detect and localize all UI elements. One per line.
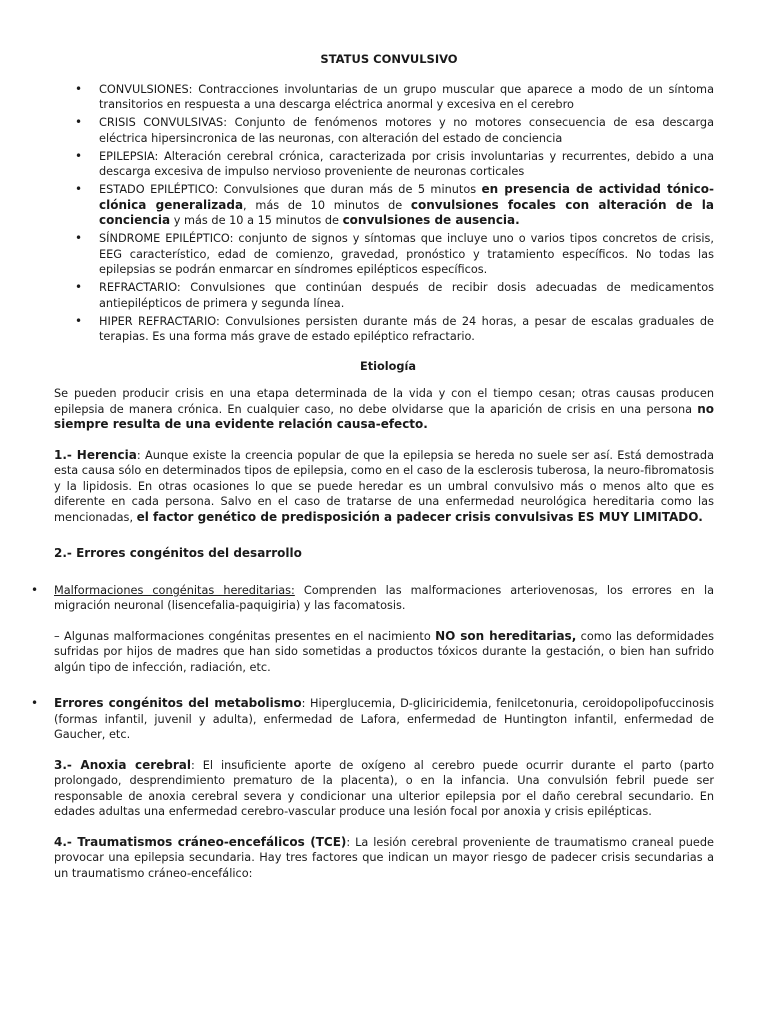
definition-sindrome-epileptico: • SÍNDROME EPILÉPTICO: conjunto de signos y síntomas que incluye uno o varios tipos concretos de crisis, EEG característico, edad de comienzo, gravedad, pronóstico y tratamiento específicos. No todas las epilepsias se podrán enmarcar en síndromes epilépticos específicos. [99,231,714,278]
definition-crisis-convulsivas: • CRISIS CONVULSIVAS: Conjunto de fenómenos motores y no motores consecuencia de esa descarga eléctrica hipersincronica de las neuronas, con alteración del estado de conciencia [99,115,714,146]
herencia-paragraph: 1.- Herencia: Aunque existe la creencia popular de que la epilepsia se hereda no suele ser así. Está demostrada esta causa sólo en determinados tipos de epilepsia, como en el caso de la esclerosis tuberosa, la neuro-fibromatosis y la lipidosis. En otras ocasiones lo que se puede heredar es un umbral convulsivo más o menos alto que es diferente en cada persona. Salvo en el caso de tratarse de una enfermedad neurológica hereditaria como las mencionadas, el factor genético de predisposición a padecer crisis convulsivas ES MUY LIMITADO. [54,447,714,524]
anoxia-paragraph: 3.- Anoxia cerebral: El insuficiente aporte de oxígeno al cerebro puede ocurrir durante el parto (parto prolongado, desprendimiento prematuro de la placenta), o en la infancia. Una convulsión febril puede ser responsable de anoxia cerebral severa y condicionar una ulterior epilepsia por el daño cerebral secundario. En edades adultas una enfermedad cerebro-vascular produce una lesión focal por anoxia y crisis epilépticas. [54,757,715,818]
etiologia-intro: Se pueden producir crisis en una etapa determinada de la vida y con el tiempo cesan; otras causas producen epilepsia de manera crónica. En cualquier caso, no debe olvidarse que la aparición de crisis en una persona no siempre resulta de una evidente relación causa-efecto. [54,387,714,431]
section-heading-etiologia: Etiología [360,359,416,373]
definition-hiper-refractario: • HIPER REFRACTARIO: Convulsiones persisten durante más de 24 horas, a pesar de escalas graduales de terapias. Es una forma más grave de estado epiléptico refractario. [99,314,714,345]
no-hereditarias-paragraph: – Algunas malformaciones congénitas presentes en el nacimiento NO son hereditarias, como las deformidades sufridas por hijos de madres que han sido sometidas a productos tóxicos durante la gestación, o bien han sufrido algún tipo de infección, radiación, etc. [54,628,714,674]
definition-epilepsia: • EPILEPSIA: Alteración cerebral crónica, caracterizada por crisis involuntarias y recurrentes, debido a una descarga excesiva de impulso nervioso proveniente de neuronas corticales [99,149,714,180]
document-title: STATUS CONVULSIVO [320,52,458,66]
errores-heading: 2.- Errores congénitos del desarrollo [54,546,302,560]
definition-convulsiones: • CONVULSIONES: Contracciones involuntarias de un grupo muscular que aparece a modo de un síntoma transitorios en respuesta a una descarga eléctrica anormal y excesiva en el cerebro [99,82,714,113]
definition-refractario: • REFRACTARIO: Convulsiones que continúan después de recibir dosis adecuadas de medicamentos antiepilépticos de primera y segunda línea. [99,280,714,311]
definition-estado-epileptico: • ESTADO EPILÉPTICO: Convulsiones que duran más de 5 minutos en presencia de actividad tónico-clónica generalizada, más de 10 minutos de convulsiones focales con alteración de la conciencia y más de 10 a 15 minutos de convulsiones de ausencia. [99,182,714,229]
definitions-list [54,82,714,345]
bullet-icon: • [31,582,39,597]
metabolismo-item: • Errores congénitos del metabolismo: Hiperglucemia, D-gliciricidemia, fenilcetonuria, ceroidopolipofuccinosis (formas infantil, juvenil y adulta), enfermedad de Lafora, enfermedad de Huntington infantil, enfermedad de Gaucher, etc. [31,696,715,741]
tce-paragraph: 4.- Traumatismos cráneo-encefálicos (TCE): La lesión cerebral proveniente de traumatismo craneal puede provocar una epilepsia secundaria. Hay tres factores que indican un mayor riesgo de padecer crisis secundarias a un traumatismo cráneo-encefálico: [54,834,714,880]
bullet-icon: • [31,696,39,710]
malformaciones-item: • Malformaciones congénitas hereditarias: Comprenden las malformaciones arteriovenosas, los errores en la migración neuronal (lisencefalia-paquigiria) y las facomatosis. [31,582,715,612]
